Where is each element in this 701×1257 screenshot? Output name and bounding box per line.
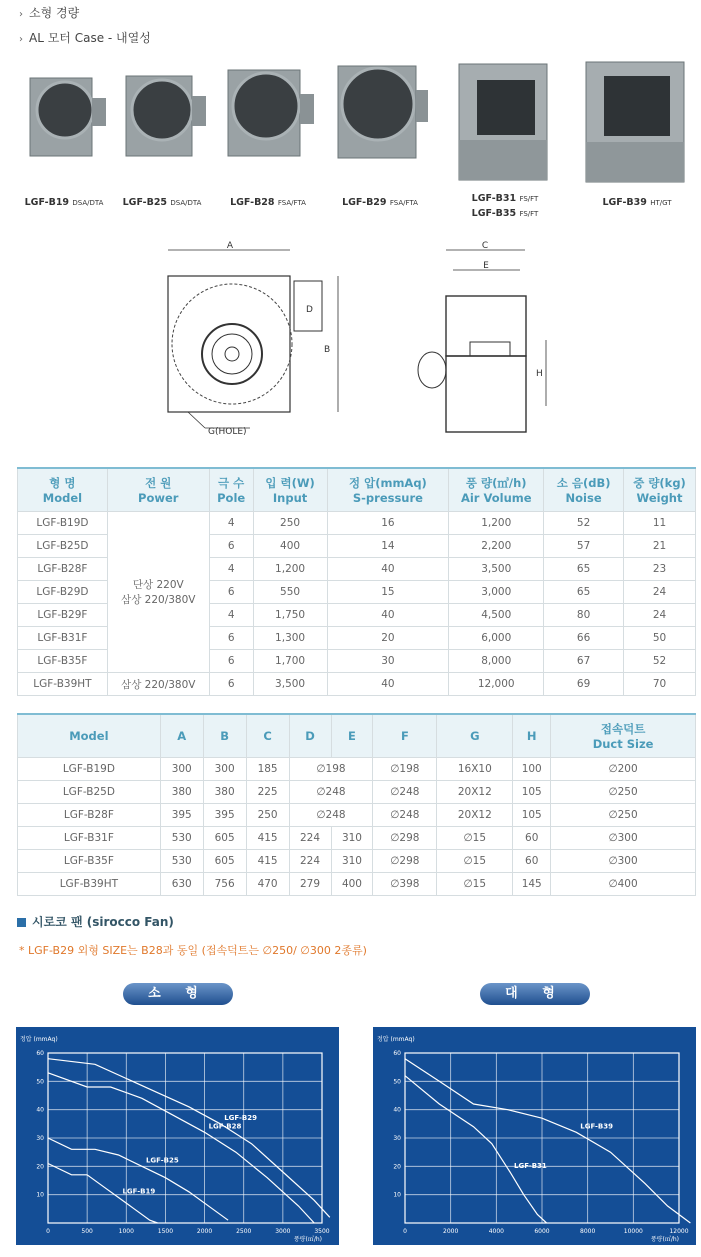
series-line-lgf-b39 bbox=[405, 1059, 690, 1223]
cell-air: 6,000 bbox=[449, 627, 544, 650]
cell-model: LGF-B29D bbox=[18, 581, 108, 604]
heading-motor-case bbox=[19, 29, 151, 46]
cell-h: 60 bbox=[513, 850, 551, 873]
x-tick-label: 2000 bbox=[196, 1228, 213, 1235]
dim-header-row bbox=[18, 714, 696, 758]
col-pole bbox=[209, 468, 253, 512]
cell-pressure: 20 bbox=[327, 627, 449, 650]
cell-duct: ∅400 bbox=[551, 873, 696, 896]
col-dim: F bbox=[373, 714, 437, 758]
y-axis-label: 정압 (mmAq) bbox=[377, 1036, 415, 1043]
col-air bbox=[449, 468, 544, 512]
cell-model: LGF-B29F bbox=[18, 604, 108, 627]
cell-input: 400 bbox=[253, 535, 327, 558]
cell-air: 8,000 bbox=[449, 650, 544, 673]
table-row bbox=[18, 850, 696, 873]
product-suffix: DSA/DTA bbox=[72, 199, 104, 207]
series-line-lgf-b31 bbox=[405, 1076, 547, 1223]
cell-air: 3,000 bbox=[449, 581, 544, 604]
col-ko: 전 원 bbox=[145, 476, 172, 490]
cell-noise: 65 bbox=[544, 558, 624, 581]
table-row bbox=[18, 804, 696, 827]
x-axis-label: 풍량(㎥/h) bbox=[293, 1236, 322, 1243]
power-line: 단상 220V bbox=[132, 579, 184, 591]
col-weight bbox=[624, 468, 696, 512]
col-ko: 중 량(kg) bbox=[633, 476, 686, 490]
cell-a: 530 bbox=[160, 850, 203, 873]
cell-de: ∅198 bbox=[289, 758, 373, 781]
cell-a: 395 bbox=[160, 804, 203, 827]
col-en: Air Volume bbox=[460, 491, 532, 505]
cell-input: 1,300 bbox=[253, 627, 327, 650]
spec-header-row bbox=[18, 468, 696, 512]
cell-h: 145 bbox=[513, 873, 551, 896]
product-name: LGF-B28 bbox=[230, 197, 275, 208]
cell-weight: 70 bbox=[624, 673, 696, 696]
cell-weight: 50 bbox=[624, 627, 696, 650]
series-line-lgf-b25 bbox=[48, 1138, 228, 1220]
arrow-icon: › bbox=[19, 9, 23, 20]
dimension-table bbox=[17, 713, 696, 896]
product-image-b19 bbox=[20, 70, 112, 162]
chart-large bbox=[373, 1027, 696, 1245]
product-image-b31-b35 bbox=[455, 60, 555, 186]
col-en: Input bbox=[272, 491, 308, 505]
cell-input: 1,700 bbox=[253, 650, 327, 673]
cell-air: 2,200 bbox=[449, 535, 544, 558]
cell-noise: 80 bbox=[544, 604, 624, 627]
cell-input: 250 bbox=[253, 512, 327, 535]
cell-duct: ∅250 bbox=[551, 804, 696, 827]
cell-h: 105 bbox=[513, 804, 551, 827]
heading-lightweight bbox=[19, 4, 79, 21]
x-tick-label: 3000 bbox=[275, 1228, 291, 1235]
product-image-b25 bbox=[118, 70, 210, 162]
cell-input: 1,750 bbox=[253, 604, 327, 627]
cell-b: 605 bbox=[203, 827, 246, 850]
cell-pressure: 15 bbox=[327, 581, 449, 604]
product-label-b19 bbox=[14, 197, 114, 208]
cell-g: 16X10 bbox=[437, 758, 513, 781]
cell-pressure: 16 bbox=[327, 512, 449, 535]
cell-air: 12,000 bbox=[449, 673, 544, 696]
y-tick-label: 40 bbox=[36, 1106, 44, 1114]
cell-c: 250 bbox=[246, 804, 289, 827]
y-tick-label: 40 bbox=[393, 1106, 401, 1114]
arrow-icon: › bbox=[19, 34, 23, 45]
col-dim: G bbox=[437, 714, 513, 758]
cell-b: 605 bbox=[203, 850, 246, 873]
col-dim: D bbox=[289, 714, 331, 758]
y-tick-label: 60 bbox=[36, 1050, 44, 1057]
cell-weight: 23 bbox=[624, 558, 696, 581]
series-label: LGF-B31 bbox=[514, 1162, 547, 1170]
col-dim: H bbox=[513, 714, 551, 758]
cell-noise: 52 bbox=[544, 512, 624, 535]
y-tick-label: 20 bbox=[393, 1163, 401, 1171]
cell-duct: ∅300 bbox=[551, 827, 696, 850]
y-tick-label: 60 bbox=[393, 1050, 401, 1057]
cell-pressure: 40 bbox=[327, 604, 449, 627]
product-name: LGF-B29 bbox=[342, 197, 387, 208]
cell-model: LGF-B31F bbox=[18, 627, 108, 650]
cell-g: ∅15 bbox=[437, 827, 513, 850]
col-pressure bbox=[327, 468, 449, 512]
cell-input: 3,500 bbox=[253, 673, 327, 696]
pill-large: 대 형 bbox=[480, 983, 590, 1005]
series-label: LGF-B19 bbox=[122, 1187, 156, 1196]
col-ko: 소 음(dB) bbox=[556, 476, 611, 490]
product-suffix: FSA/FTA bbox=[277, 199, 306, 207]
cell-g: ∅15 bbox=[437, 873, 513, 896]
col-ko: 극 수 bbox=[218, 476, 245, 490]
product-suffix: FS/FT bbox=[519, 195, 539, 203]
dim-label-b: B bbox=[324, 345, 331, 355]
cell-noise: 66 bbox=[544, 627, 624, 650]
cell-weight: 24 bbox=[624, 604, 696, 627]
product-label-b31 bbox=[455, 193, 555, 204]
dim-label-g-hole: G(HOLE) bbox=[208, 427, 247, 437]
cell-weight: 21 bbox=[624, 535, 696, 558]
x-tick-label: 10000 bbox=[623, 1228, 643, 1235]
cell-a: 300 bbox=[160, 758, 203, 781]
x-axis-label: 풍량(㎥/h) bbox=[650, 1236, 679, 1243]
cell-d: 279 bbox=[289, 873, 331, 896]
col-en: Power bbox=[138, 491, 179, 505]
cell-de: ∅248 bbox=[289, 781, 373, 804]
table-row bbox=[18, 827, 696, 850]
x-tick-label: 0 bbox=[403, 1228, 407, 1235]
product-name: LGF-B25 bbox=[122, 197, 168, 208]
col-en: Pole bbox=[217, 491, 246, 505]
col-ko: 풍 량(㎥/h) bbox=[465, 476, 527, 490]
col-input bbox=[253, 468, 327, 512]
section-title-text: 시로코 팬 (sirocco Fan) bbox=[32, 915, 174, 929]
table-row bbox=[18, 758, 696, 781]
cell-d: 224 bbox=[289, 850, 331, 873]
product-label-b25 bbox=[112, 197, 212, 208]
cell-g: ∅15 bbox=[437, 850, 513, 873]
cell-model: LGF-B31F bbox=[18, 827, 161, 850]
col-en: Model bbox=[42, 491, 83, 505]
cell-c: 185 bbox=[246, 758, 289, 781]
pill-small: 소 형 bbox=[123, 983, 233, 1005]
cell-pressure: 30 bbox=[327, 650, 449, 673]
cell-b: 756 bbox=[203, 873, 246, 896]
col-dim: A bbox=[160, 714, 203, 758]
cell-model: LGF-B19D bbox=[18, 758, 161, 781]
product-suffix: DSA/DTA bbox=[170, 199, 202, 207]
product-label-b35 bbox=[455, 208, 555, 219]
chart-small bbox=[16, 1027, 339, 1245]
technical-drawing bbox=[150, 236, 570, 442]
cell-weight: 11 bbox=[624, 512, 696, 535]
cell-model: LGF-B25D bbox=[18, 535, 108, 558]
cell-b: 300 bbox=[203, 758, 246, 781]
bullet-icon bbox=[17, 918, 26, 927]
series-label: LGF-B28 bbox=[208, 1122, 242, 1131]
col-ko: 정 압(mmAq) bbox=[348, 476, 427, 490]
spec-table bbox=[17, 467, 696, 696]
cell-pressure: 40 bbox=[327, 673, 449, 696]
x-tick-label: 4000 bbox=[488, 1228, 504, 1235]
x-tick-label: 3500 bbox=[314, 1228, 330, 1235]
cell-pole: 4 bbox=[209, 512, 253, 535]
y-tick-label: 50 bbox=[36, 1078, 44, 1086]
cell-model: LGF-B35F bbox=[18, 650, 108, 673]
col-en: Weight bbox=[636, 491, 683, 505]
heading-text: AL 모터 Case - 내열성 bbox=[29, 31, 151, 45]
cell-noise: 57 bbox=[544, 535, 624, 558]
cell-pole: 6 bbox=[209, 535, 253, 558]
cell-f: ∅198 bbox=[373, 758, 437, 781]
cell-d: 224 bbox=[289, 827, 331, 850]
cell-pole: 6 bbox=[209, 581, 253, 604]
product-suffix: FSA/FTA bbox=[389, 199, 418, 207]
cell-model: LGF-B28F bbox=[18, 558, 108, 581]
col-duct bbox=[551, 714, 696, 758]
col-ko: 입 력(W) bbox=[265, 476, 315, 490]
table-row bbox=[18, 873, 696, 896]
product-label-b29 bbox=[330, 197, 430, 208]
col-ko: 접속덕트 bbox=[600, 722, 646, 736]
cell-model: LGF-B25D bbox=[18, 781, 161, 804]
cell-model: LGF-B39HT bbox=[18, 873, 161, 896]
note-text: * LGF-B29 외형 SIZE는 B28과 동일 (접속덕트는 ∅250/ ∅300 2종류) bbox=[19, 944, 367, 957]
x-tick-label: 2500 bbox=[236, 1228, 252, 1235]
x-tick-label: 2000 bbox=[443, 1228, 459, 1235]
cell-duct: ∅300 bbox=[551, 850, 696, 873]
cell-a: 380 bbox=[160, 781, 203, 804]
cell-de: ∅248 bbox=[289, 804, 373, 827]
heading-text: 소형 경량 bbox=[29, 6, 80, 20]
y-tick-label: 30 bbox=[393, 1135, 401, 1142]
col-en: Duct Size bbox=[592, 737, 654, 751]
y-tick-label: 20 bbox=[36, 1163, 44, 1171]
cell-air: 1,200 bbox=[449, 512, 544, 535]
product-name: LGF-B31 bbox=[471, 193, 517, 204]
product-label-b28 bbox=[218, 197, 318, 208]
cell-power: 삼상 220/380V bbox=[107, 673, 209, 696]
series-line-lgf-b28 bbox=[48, 1073, 314, 1223]
cell-pole: 4 bbox=[209, 558, 253, 581]
cell-duct: ∅250 bbox=[551, 781, 696, 804]
series-label: LGF-B25 bbox=[145, 1156, 179, 1165]
y-tick-label: 50 bbox=[393, 1078, 401, 1086]
cell-f: ∅248 bbox=[373, 804, 437, 827]
cell-model: LGF-B39HT bbox=[18, 673, 108, 696]
x-tick-label: 1500 bbox=[157, 1228, 174, 1235]
cell-pole: 6 bbox=[209, 673, 253, 696]
dim-label-e: E bbox=[483, 261, 489, 271]
x-tick-label: 1000 bbox=[118, 1228, 134, 1235]
series-label: LGF-B39 bbox=[580, 1122, 614, 1131]
dim-label-h: H bbox=[536, 369, 543, 379]
y-tick-label: 30 bbox=[36, 1135, 44, 1142]
table-row bbox=[18, 781, 696, 804]
cell-c: 225 bbox=[246, 781, 289, 804]
cell-weight: 52 bbox=[624, 650, 696, 673]
table-row bbox=[18, 512, 696, 535]
cell-input: 550 bbox=[253, 581, 327, 604]
y-axis-label: 정압 (mmAq) bbox=[20, 1036, 58, 1043]
cell-c: 470 bbox=[246, 873, 289, 896]
product-name: LGF-B39 bbox=[602, 197, 647, 208]
col-dim: Model bbox=[18, 714, 161, 758]
col-en: S-pressure bbox=[352, 491, 423, 505]
product-image-b28 bbox=[220, 64, 320, 162]
x-tick-label: 500 bbox=[81, 1228, 93, 1235]
dim-label-a: A bbox=[226, 241, 234, 251]
col-dim: C bbox=[246, 714, 289, 758]
cell-duct: ∅200 bbox=[551, 758, 696, 781]
x-tick-label: 12000 bbox=[669, 1228, 689, 1235]
x-tick-label: 0 bbox=[46, 1228, 50, 1235]
col-noise bbox=[544, 468, 624, 512]
dim-label-c: C bbox=[481, 241, 489, 251]
product-image-b29 bbox=[332, 60, 432, 164]
cell-h: 105 bbox=[513, 781, 551, 804]
product-suffix: FS/FT bbox=[519, 210, 539, 218]
product-name: LGF-B19 bbox=[24, 197, 70, 208]
cell-model: LGF-B19D bbox=[18, 512, 108, 535]
cell-f: ∅248 bbox=[373, 781, 437, 804]
cell-pole: 4 bbox=[209, 604, 253, 627]
cell-power bbox=[107, 512, 209, 673]
y-tick-label: 10 bbox=[393, 1191, 401, 1199]
product-label-b39 bbox=[587, 197, 687, 208]
cell-c: 415 bbox=[246, 827, 289, 850]
cell-noise: 69 bbox=[544, 673, 624, 696]
cell-b: 395 bbox=[203, 804, 246, 827]
cell-f: ∅398 bbox=[373, 873, 437, 896]
cell-pressure: 14 bbox=[327, 535, 449, 558]
col-power bbox=[107, 468, 209, 512]
cell-air: 3,500 bbox=[449, 558, 544, 581]
cell-h: 60 bbox=[513, 827, 551, 850]
dim-label-d: D bbox=[306, 305, 313, 315]
cell-g: 20X12 bbox=[437, 781, 513, 804]
cell-e: 310 bbox=[331, 850, 373, 873]
cell-e: 310 bbox=[331, 827, 373, 850]
cell-f: ∅298 bbox=[373, 827, 437, 850]
col-model bbox=[18, 468, 108, 512]
col-en: Noise bbox=[565, 491, 602, 505]
cell-noise: 67 bbox=[544, 650, 624, 673]
table-row bbox=[18, 673, 696, 696]
cell-model: LGF-B35F bbox=[18, 850, 161, 873]
product-image-b39 bbox=[582, 58, 692, 188]
cell-pole: 6 bbox=[209, 650, 253, 673]
cell-weight: 24 bbox=[624, 581, 696, 604]
cell-c: 415 bbox=[246, 850, 289, 873]
x-tick-label: 8000 bbox=[580, 1228, 596, 1235]
col-ko: 형 명 bbox=[49, 476, 76, 490]
col-dim: E bbox=[331, 714, 373, 758]
cell-pressure: 40 bbox=[327, 558, 449, 581]
product-name: LGF-B35 bbox=[471, 208, 517, 219]
cell-f: ∅298 bbox=[373, 850, 437, 873]
cell-g: 20X12 bbox=[437, 804, 513, 827]
cell-b: 380 bbox=[203, 781, 246, 804]
cell-h: 100 bbox=[513, 758, 551, 781]
cell-a: 530 bbox=[160, 827, 203, 850]
x-tick-label: 6000 bbox=[534, 1228, 550, 1235]
product-suffix: HT/GT bbox=[650, 199, 672, 207]
cell-pole: 6 bbox=[209, 627, 253, 650]
cell-input: 1,200 bbox=[253, 558, 327, 581]
cell-noise: 65 bbox=[544, 581, 624, 604]
cell-a: 630 bbox=[160, 873, 203, 896]
y-tick-label: 10 bbox=[36, 1191, 44, 1199]
col-dim: B bbox=[203, 714, 246, 758]
series-label: LGF-B29 bbox=[224, 1113, 257, 1122]
cell-e: 400 bbox=[331, 873, 373, 896]
power-line: 삼상 220/380V bbox=[121, 594, 196, 606]
section-title bbox=[17, 913, 174, 930]
cell-air: 4,500 bbox=[449, 604, 544, 627]
cell-model: LGF-B28F bbox=[18, 804, 161, 827]
